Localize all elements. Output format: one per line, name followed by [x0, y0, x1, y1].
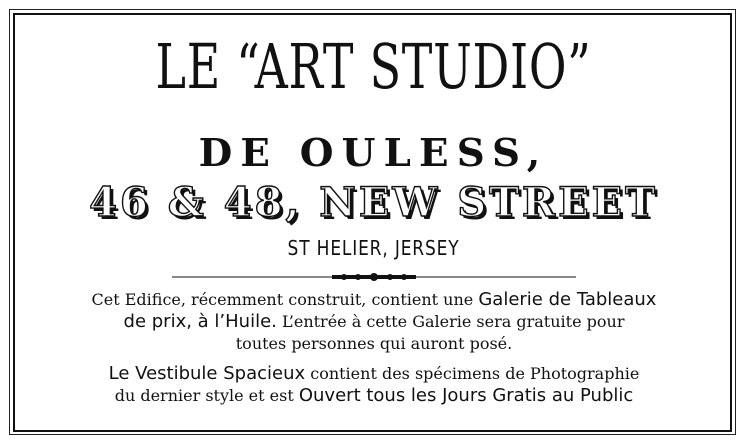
vestibule-highlight: Le Vestibule Spacieux: [108, 363, 306, 384]
gallery-line-3: toutes personnes qui auront posé.: [235, 334, 513, 353]
street-address: 46 & 48, NEW STREET: [89, 179, 658, 226]
vestibule-line-2-text: du dernier style et est: [114, 386, 299, 405]
vestibule-paragraph: [28, 363, 720, 407]
advert-title: LE “ART STUDIO”: [155, 30, 592, 103]
gallery-line-2: [28, 311, 720, 333]
ornamental-divider: [172, 272, 576, 282]
advert-subtitle: DE OULESS,: [198, 130, 549, 175]
vestibule-line-1-text: contient des spécimens de Photographie: [305, 364, 640, 383]
gallery-line-1-text: Cet Edifice, récemment construit, contient une: [91, 290, 479, 309]
price-highlight: de prix, à l’Huile.: [123, 311, 277, 332]
gallery-line-1: [28, 289, 720, 311]
gallery-line-2-text: L’entrée à cette Galerie sera gratuite pour: [276, 312, 625, 331]
vestibule-line-1: [28, 363, 720, 385]
gallery-highlight: Galerie de Tableaux: [478, 289, 657, 310]
gallery-paragraph: [28, 289, 720, 355]
open-highlight: Ouvert tous les Jours Gratis au Public: [298, 385, 634, 406]
city-line: ST HELIER, JERSEY: [287, 236, 460, 260]
vestibule-line-2: [28, 385, 720, 407]
